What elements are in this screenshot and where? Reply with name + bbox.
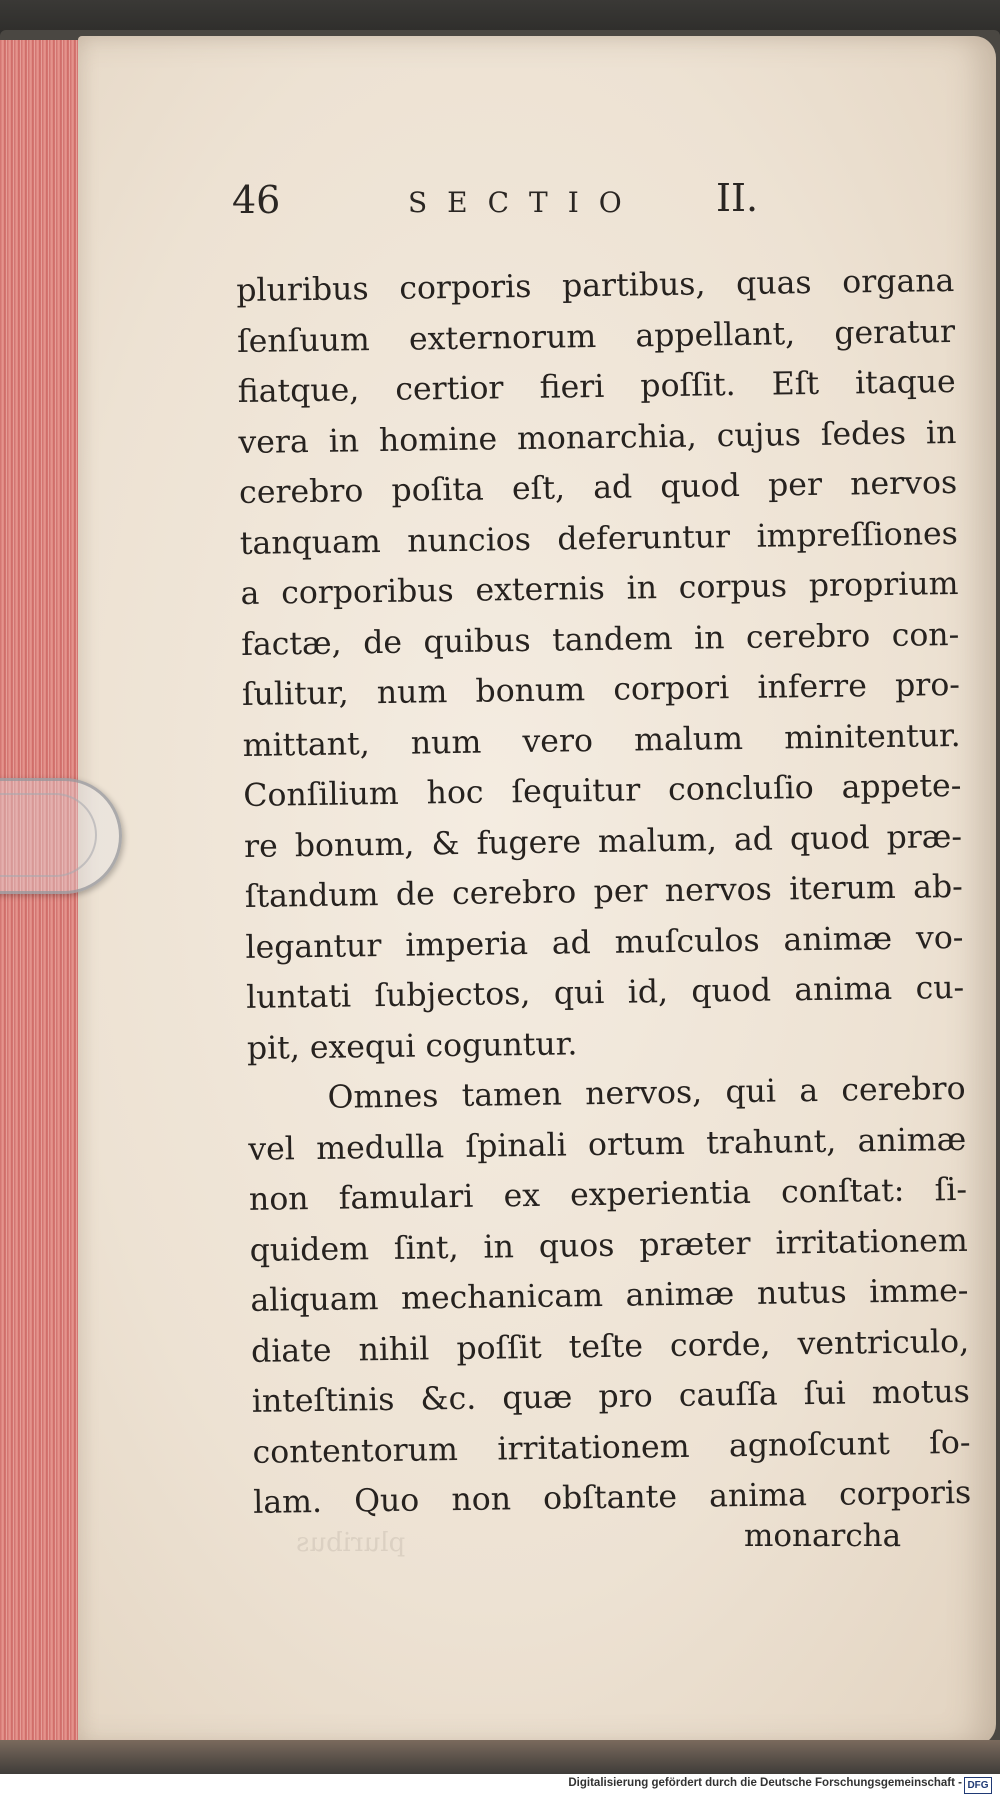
paragraph-2 (247, 1064, 971, 1528)
text-line: diate nihil poſſit teſte corde, ventriculo, (250, 1323, 970, 1370)
text-line: vera in homine monarchia, cujus ſedes in (238, 414, 957, 461)
text-line: cerebro poſita eſt, ad quod per nervos (238, 464, 958, 511)
text-line: fiatque, certior fieri poſſit. Eſt itaque (237, 363, 956, 410)
text-line: re bonum, & fugere malum, ad quod præ- (243, 818, 963, 865)
text-line: ſulitur, num bonum corpori inferre pro- (241, 666, 961, 713)
body-text (236, 256, 972, 1528)
text-line: pluribus corporis partibus, quas organa (236, 262, 955, 309)
running-head: SECTIO (408, 186, 642, 219)
text-line: a corporibus externis in corpus proprium (240, 565, 959, 612)
text-line: luntati ſubjectos, qui id, quod anima cu- (245, 969, 965, 1016)
text-line: mittant, num vero malum minitentur. (242, 717, 961, 764)
footer-credit: Digitalisierung gefördert durch die Deutsche Forschungsgemeinschaft - (568, 1777, 962, 1789)
text-line: ſtandum de cerebro per nervos iterum ab- (244, 868, 963, 915)
page-clip-inner (0, 793, 97, 877)
text-line: Conſilium hoc ſequitur concluſio appete- (243, 767, 962, 814)
text-line: factæ, de quibus tandem in cerebro con- (241, 616, 960, 663)
text-line: tanquam nuncios deferuntur impreſſiones (239, 515, 959, 562)
text-line: lam. Quo non obſtante anima corporis (253, 1474, 972, 1521)
text-line: Omnes tamen nervos, qui a cerebro (327, 1070, 966, 1116)
text-line: legantur imperia ad muſculos animæ vo- (245, 919, 964, 966)
text-line: ſenſuum externorum appellant, geratur (236, 313, 956, 360)
page-clip (0, 778, 122, 894)
bleed-through-text: pluribus (296, 1528, 406, 1558)
paragraph-1 (236, 256, 965, 1074)
page-number: 46 (232, 178, 281, 222)
credit-footer (0, 1774, 1000, 1796)
text-line: aliquam mechanicam animæ nutus imme- (250, 1272, 969, 1319)
text-line: contentorum irritationem agnoſcunt ſo- (252, 1424, 971, 1471)
dfg-logo: DFG (964, 1777, 992, 1794)
text-line: pit, exequi coguntur. (246, 1025, 578, 1067)
text-line: quidem ſint, in quos præter irritationem (249, 1222, 968, 1269)
catchword: monarcha (744, 1518, 902, 1554)
text-line: non famulari ex experientia conſtat: ſi- (248, 1171, 968, 1218)
text-line: inteſtinis &c. quæ pro cauſſa ſui motus (251, 1373, 971, 1420)
running-head-numeral: II. (716, 176, 759, 220)
text-line: vel medulla ſpinali ortum trahunt, animæ (248, 1121, 967, 1168)
page-bottom-shadow (0, 1740, 1000, 1776)
